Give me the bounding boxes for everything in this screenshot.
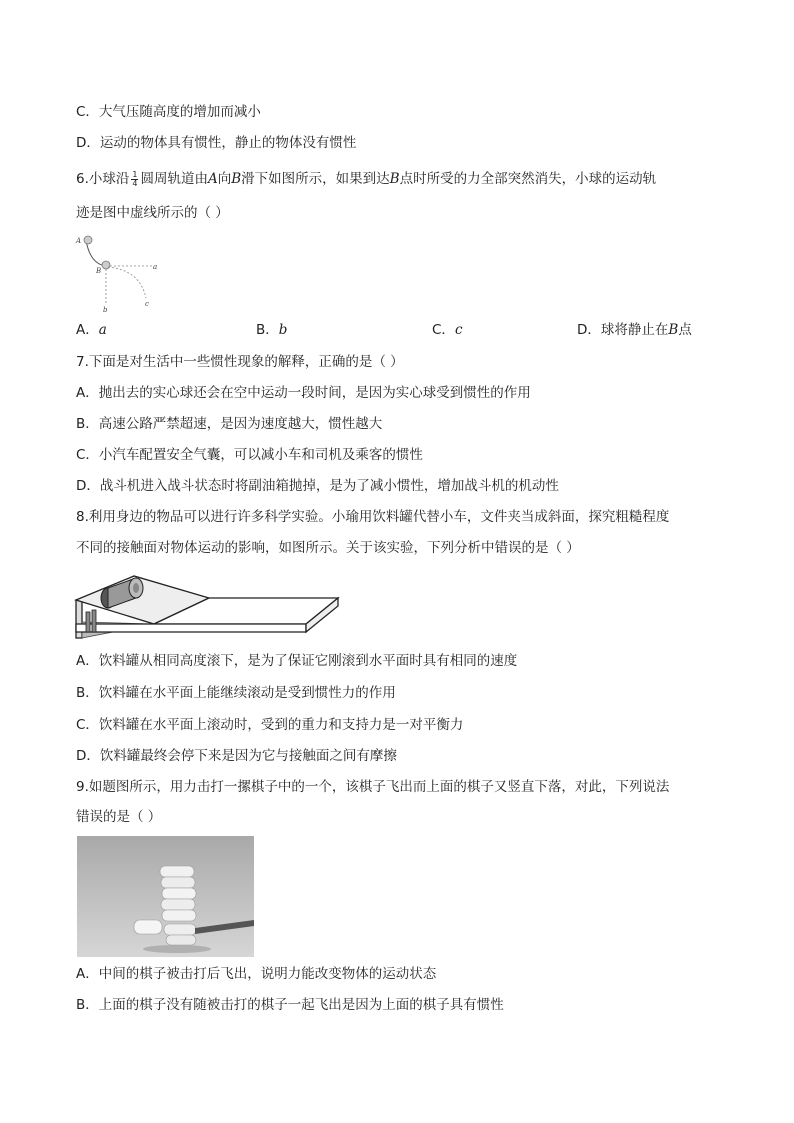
q8-incline-figure	[74, 572, 342, 640]
q9-option-a: A．中间的棋子被击打后飞出，说明力能改变物体的运动状态	[76, 966, 437, 982]
q7-stem: 7.下面是对生活中一些惯性现象的解释，正确的是（ ）	[76, 354, 404, 370]
q5-option-c: C．大气压随高度的增加而减小	[76, 104, 261, 120]
q6-stem-line2: 迹是图中虚线所示的（ ）	[76, 205, 229, 221]
q9-stem-line1: 9.如题图所示，用力击打一摞棋子中的一个，该棋子飞出而上面的棋子又竖直下落，对此，下列说法	[76, 779, 670, 795]
ball-at-a	[84, 236, 92, 244]
q8-stem-line1: 8.利用身边的物品可以进行许多科学实验。小瑜用饮料罐代替小车，文件夹当成斜面，探究粗糙程度	[76, 509, 670, 525]
q6-stem-line1: 6.小球沿 $\frac{1}{4}$ 圆周轨道由A向B滑下如图所示，如果到达B点时所受的力全部突然消失，小球的运动轨	[76, 169, 657, 188]
q8-option-a: A．饮料罐从相同高度滚下，是为了保证它刚滚到水平面时具有相同的速度	[76, 653, 518, 669]
q7-option-d: D．战斗机进入战斗状态时将副油箱抛掉，是为了减小惯性，增加战斗机的机动性	[76, 478, 559, 494]
q9-chess-pieces-photo	[77, 836, 254, 957]
q6-option-d: D．球将静止在B点	[577, 322, 692, 338]
quarter-fraction: $\frac{1}{4}$	[132, 169, 138, 188]
support-rod-2	[92, 610, 96, 632]
q7-option-a: A．抛出去的实心球还会在空中运动一段时间，是因为实心球受到惯性的作用	[76, 385, 531, 401]
q9-stem-line2: 错误的是（ ）	[76, 809, 162, 825]
q6-track-figure	[74, 232, 164, 314]
support-rod-1	[86, 612, 90, 632]
q7-option-c: C．小汽车配置安全气囊，可以减小车和司机及乘客的惯性	[76, 447, 423, 463]
horizontal-board-front	[76, 624, 306, 632]
stack-shadow	[143, 945, 211, 953]
q6-option-c: C．c	[432, 322, 463, 338]
q8-option-c: C．饮料罐在水平面上滚动时，受到的重力和支持力是一对平衡力	[76, 717, 464, 733]
q8-option-b: B．饮料罐在水平面上能继续滚动是受到惯性力的作用	[76, 685, 396, 701]
q5-option-d: D．运动的物体具有惯性，静止的物体没有惯性	[76, 135, 357, 151]
q6-option-a: A．a	[76, 322, 107, 338]
label-B: B	[96, 267, 102, 275]
label-a: a	[153, 263, 158, 271]
label-c: c	[145, 300, 149, 308]
label-b: b	[103, 306, 108, 314]
path-c-dashed	[108, 267, 146, 298]
q7-option-b: B．高速公路严禁超速，是因为速度越大，惯性越大	[76, 416, 383, 432]
q8-stem-line2: 不同的接触面对物体运动的影响，如图所示。关于该实验，下列分析中错误的是（ ）	[76, 540, 580, 556]
q8-option-d: D．饮料罐最终会停下来是因为它与接触面之间有摩擦	[76, 748, 397, 764]
struck-chess-piece	[134, 920, 162, 934]
chess-piece-stack	[160, 866, 196, 945]
label-A: A	[76, 237, 82, 245]
ball-at-b	[102, 261, 110, 269]
q9-option-b: B．上面的棋子没有随被击打的棋子一起飞出是因为上面的棋子具有惯性	[76, 997, 504, 1013]
q6-option-b: B．b	[256, 322, 288, 338]
